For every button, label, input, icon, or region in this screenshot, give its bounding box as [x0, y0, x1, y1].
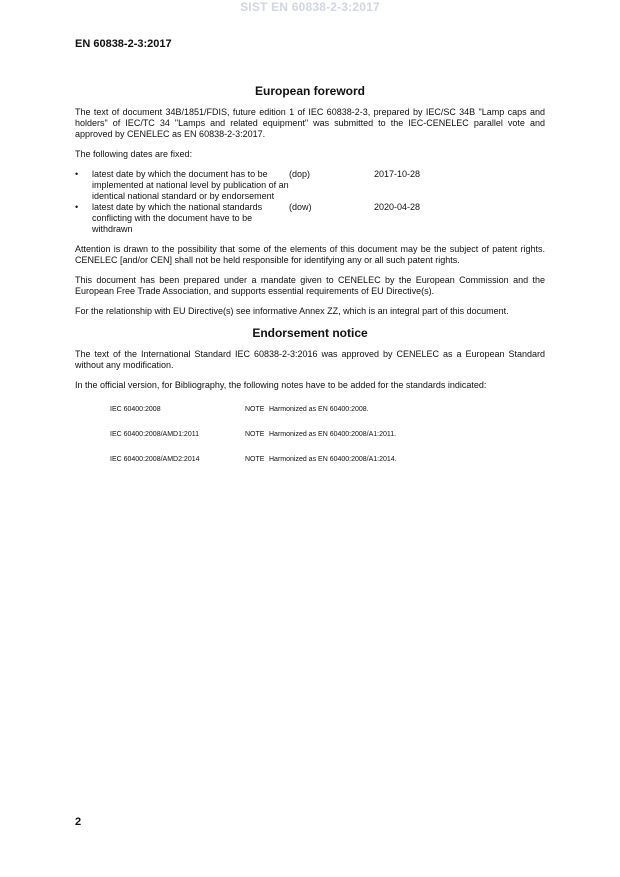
- attention-paragraph: Attention is drawn to the possibility that some of the elements of this document may be the subject of patent rights. CENELEC [and/or CEN] shall not be held responsible for identifying any or all such patent rights.: [75, 244, 545, 265]
- dates-intro: The following dates are fixed:: [75, 149, 193, 159]
- date-code: (dow): [289, 202, 312, 212]
- date-value: 2017-10-28: [374, 169, 421, 179]
- document-id: EN 60838-2-3:2017: [75, 38, 172, 50]
- date-value: 2020-04-28: [374, 202, 421, 212]
- note-standard: IEC 60400:2008/AMD2:2014: [110, 456, 200, 463]
- date-code: (dop): [289, 169, 311, 179]
- bibliography-intro: In the official version, for Bibliography, the following notes have to be added for the standards indicated:: [75, 380, 487, 390]
- bullet-icon: •: [75, 202, 79, 212]
- note-label: NOTE: [245, 406, 265, 413]
- date-row-dow: [75, 202, 545, 235]
- date-row-dop: [75, 169, 545, 202]
- page-number: 2: [75, 816, 82, 828]
- foreword-intro: The text of document 34B/1851/FDIS, future edition 1 of IEC 60838-2-3, prepared by IEC/SC 34B "Lamp caps and holders" of IEC/TC 34 "Lamps and related equipment" was submitted to the IEC-CENELEC parallel vote and approved by CENELEC as EN 60838-2-3:2017.: [75, 107, 545, 139]
- note-text: Harmonized as EN 60400:2008/A1:2011.: [269, 431, 397, 438]
- date-description: latest date by which the national standards conflicting with the document have to be withdrawn: [92, 202, 263, 234]
- endorsement-text: The text of the International Standard IEC 60838-2-3:2016 was approved by CENELEC as a European Standard without any modification.: [75, 349, 545, 370]
- endorsement-title: Endorsement notice: [252, 326, 368, 340]
- note-row: [110, 430, 545, 439]
- note-row: [110, 405, 545, 414]
- mandate-paragraph: This document has been prepared under a mandate given to CENELEC by the European Commission and the European Free Trade Association, and supports essential requirements of EU Directive(s).: [75, 275, 545, 296]
- note-standard: IEC 60400:2008: [110, 406, 161, 413]
- note-text: Harmonized as EN 60400:2008/A1:2014.: [269, 456, 397, 463]
- note-label: NOTE: [245, 431, 265, 438]
- note-standard: IEC 60400:2008/AMD1:2011: [110, 431, 199, 438]
- relationship-paragraph: For the relationship with EU Directive(s) see informative Annex ZZ, which is an integral part of this document.: [75, 306, 509, 316]
- bullet-icon: •: [75, 169, 79, 179]
- bibliography-notes: [110, 405, 545, 464]
- note-row: [110, 455, 545, 464]
- note-label: NOTE: [245, 456, 265, 463]
- note-text: Harmonized as EN 60400:2008.: [269, 406, 369, 413]
- foreword-title: European foreword: [254, 84, 365, 98]
- watermark: SIST EN 60838-2-3:2017: [240, 0, 380, 14]
- main-content: [75, 84, 545, 480]
- date-description: latest date by which the document has to be implemented at national level by publication of an identical national standard or by endorsement: [92, 169, 289, 201]
- dates-list: [75, 169, 545, 235]
